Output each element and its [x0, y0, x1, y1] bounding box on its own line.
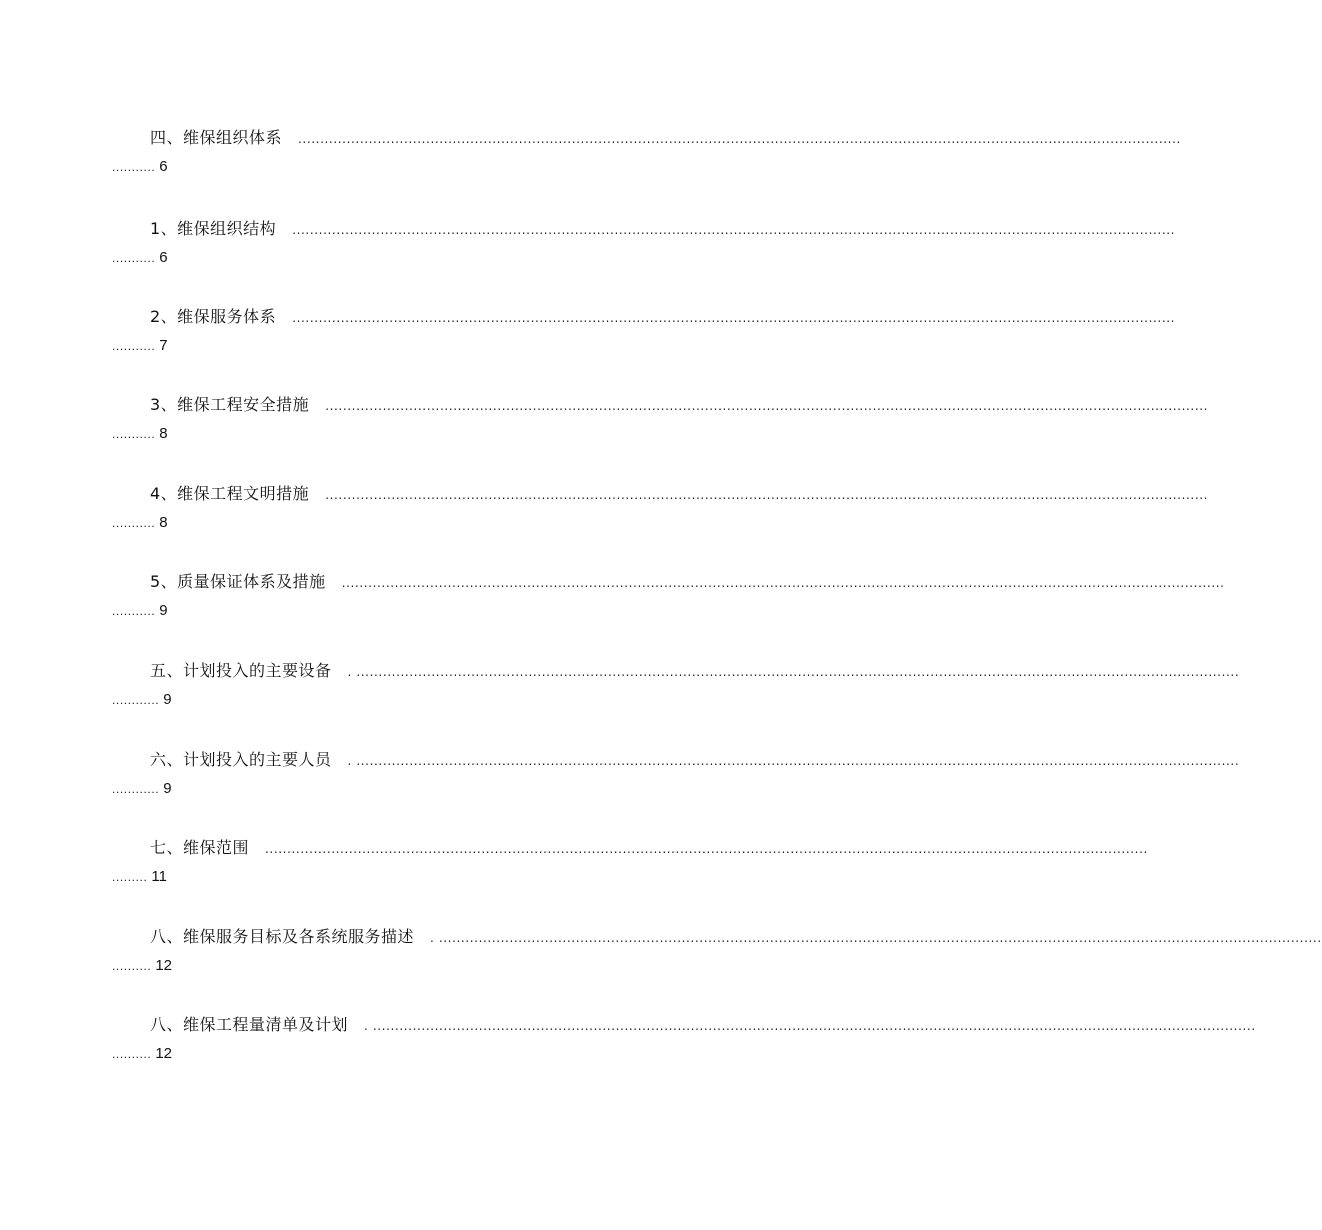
- toc-page-number: 6: [159, 249, 168, 266]
- toc-entry[interactable]: [0, 394, 1209, 474]
- toc-page-number: 9: [159, 602, 168, 619]
- toc-dot-leader: ........................................................................................................................................................................................................: [292, 223, 1176, 237]
- toc-entry-title: 八、维保服务目标及各系统服务描述: [150, 927, 415, 946]
- toc-entry-heading-line: [150, 749, 1240, 771]
- toc-dot-leader: ........................................................................................................................................................................................................: [341, 576, 1225, 590]
- toc-page-number: 6: [159, 158, 168, 175]
- toc-dot-leader-continued: .........: [112, 870, 148, 884]
- toc-entry-heading-line: [150, 127, 1181, 149]
- toc-page-number: 12: [155, 1045, 173, 1062]
- toc-entry-page-line: [112, 600, 168, 622]
- toc-entry-heading-line: [150, 837, 1148, 859]
- toc-page-number: 8: [159, 514, 168, 531]
- toc-entry-title: 六、计划投入的主要人员: [150, 750, 332, 769]
- toc-dot-leader-continued: ...........: [112, 160, 156, 174]
- toc-entry-heading-line: [150, 306, 1176, 328]
- toc-entry[interactable]: [0, 1014, 1256, 1094]
- toc-entry-page-line: [112, 689, 172, 711]
- toc-entry-page-line: [112, 778, 172, 800]
- toc-dot-leader-continued: ..........: [112, 1047, 152, 1061]
- toc-dot-leader: . ........................................................................................................................................................................................................: [364, 1019, 1256, 1033]
- toc-dot-leader: ........................................................................................................................................................................................................: [298, 132, 1181, 146]
- toc-dot-leader: . ........................................................................................................................................................................................................: [347, 665, 1240, 679]
- toc-entry[interactable]: [0, 127, 1181, 207]
- toc-entry-heading-line: [150, 218, 1176, 240]
- toc-entry[interactable]: [0, 749, 1240, 829]
- toc-entry-heading-line: [150, 660, 1240, 682]
- toc-dot-leader-continued: ...........: [112, 251, 156, 265]
- toc-entry[interactable]: [0, 218, 1176, 298]
- toc-entry-page-line: [112, 247, 168, 269]
- toc-dot-leader-continued: ...........: [112, 427, 156, 441]
- toc-dot-leader-continued: ...........: [112, 604, 156, 618]
- toc-dot-leader-continued: ..........: [112, 959, 152, 973]
- toc-dot-leader-continued: ............: [112, 782, 160, 796]
- toc-dot-leader: ........................................................................................................................................................................................................: [292, 311, 1176, 325]
- toc-entry-heading-line: [150, 483, 1209, 505]
- toc-entry-title: 五、计划投入的主要设备: [150, 661, 332, 680]
- toc-entry-page-line: [112, 955, 172, 977]
- toc-entry[interactable]: [0, 926, 1322, 1006]
- toc-entry-title: 3、维保工程安全措施: [150, 395, 310, 414]
- toc-entry-title: 八、维保工程量清单及计划: [150, 1015, 349, 1034]
- toc-entry-title: 5、质量保证体系及措施: [150, 572, 326, 591]
- toc-entry-heading-line: [150, 394, 1209, 416]
- toc-entry-heading-line: [150, 926, 1322, 948]
- toc-entry[interactable]: [0, 660, 1240, 740]
- toc-page-number: 11: [151, 868, 167, 885]
- toc-entry-title: 2、维保服务体系: [150, 307, 277, 326]
- toc-page-number: 9: [163, 691, 172, 708]
- toc-entry[interactable]: [0, 571, 1225, 651]
- toc-dot-leader: . ........................................................................................................................................................................................................: [347, 754, 1240, 768]
- toc-dot-leader: ........................................................................................................................................................................................................: [265, 842, 1148, 856]
- toc-dot-leader-continued: ...........: [112, 339, 156, 353]
- toc-dot-leader: . ........................................................................................................................................................................................................: [430, 931, 1322, 945]
- toc-page-number: 8: [159, 425, 168, 442]
- toc-entry-title: 1、维保组织结构: [150, 219, 277, 238]
- toc-entry[interactable]: [0, 837, 1148, 917]
- toc-entry[interactable]: [0, 306, 1176, 386]
- toc-entry-title: 七、维保范围: [150, 838, 250, 857]
- toc-entry[interactable]: [0, 483, 1209, 563]
- toc-entry-page-line: [112, 512, 168, 534]
- toc-entry-title: 四、维保组织体系: [150, 128, 283, 147]
- toc-entry-page-line: [112, 1043, 172, 1065]
- toc-dot-leader: ........................................................................................................................................................................................................: [325, 399, 1209, 413]
- toc-dot-leader-continued: ...........: [112, 516, 156, 530]
- toc-page-number: 9: [163, 780, 172, 797]
- toc-page-number: 12: [155, 957, 173, 974]
- toc-entry-page-line: [112, 423, 168, 445]
- toc-entry-page-line: [112, 156, 168, 178]
- toc-entry-heading-line: [150, 1014, 1256, 1036]
- toc-page-number: 7: [159, 337, 168, 354]
- toc-entry-title: 4、维保工程文明措施: [150, 484, 310, 503]
- toc-dot-leader: ........................................................................................................................................................................................................: [325, 488, 1209, 502]
- toc-entry-heading-line: [150, 571, 1225, 593]
- toc-dot-leader-continued: ............: [112, 693, 160, 707]
- toc-entry-page-line: [112, 335, 168, 357]
- toc-entry-page-line: [112, 866, 167, 888]
